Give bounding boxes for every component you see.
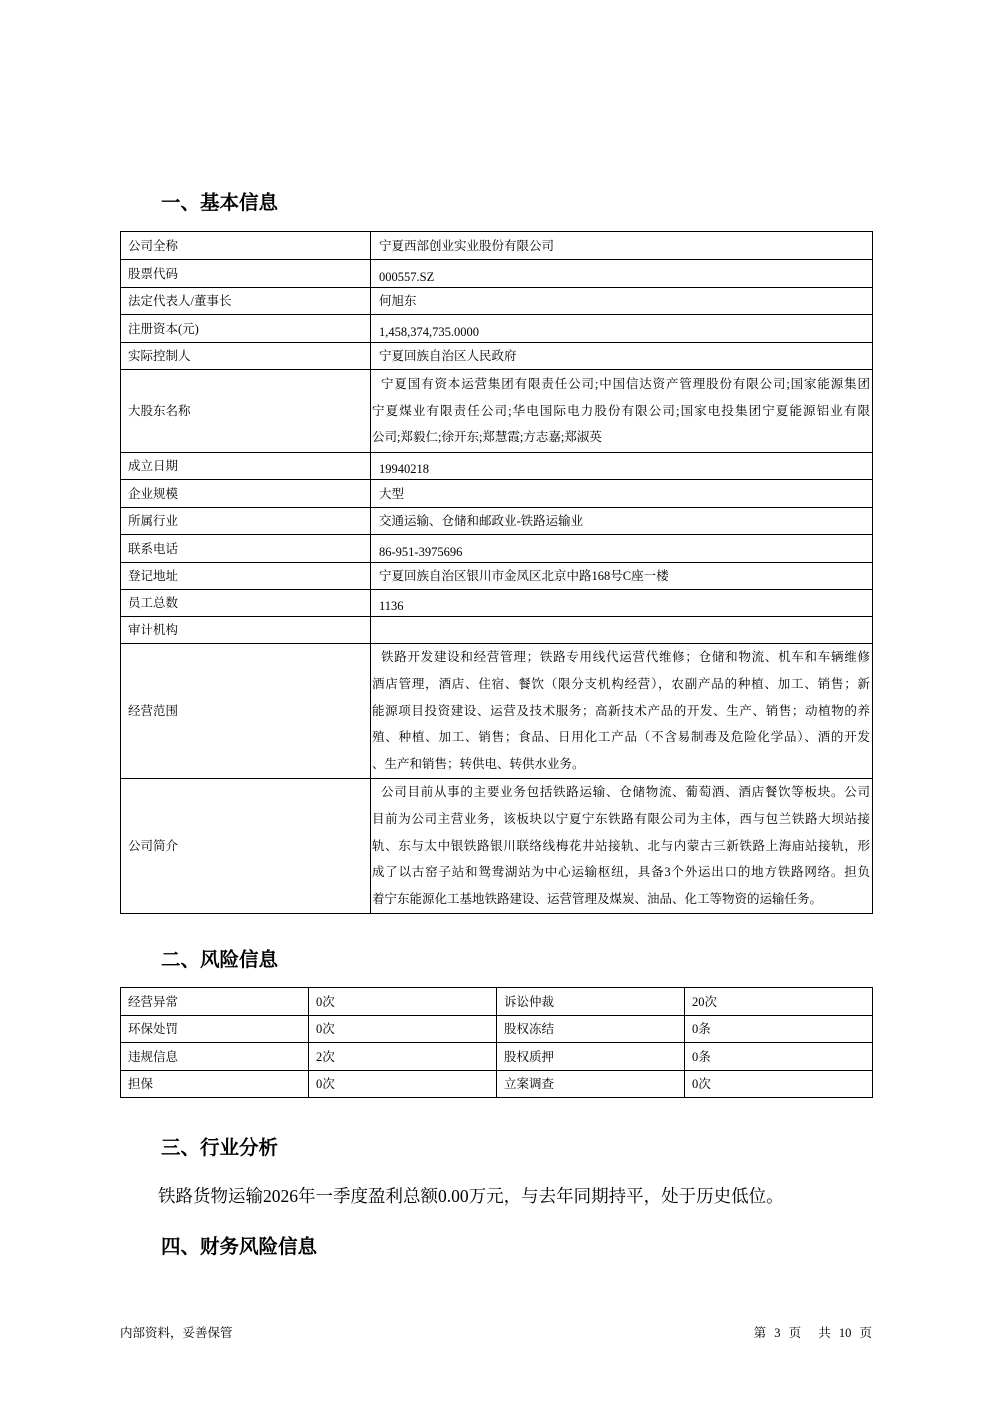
industry-value: 交通运输、仓储和邮政业-铁路运输业: [371, 508, 873, 535]
table-row: [121, 508, 873, 535]
registered-address-value: 宁夏回族自治区银川市金凤区北京中路168号C座一楼: [371, 563, 873, 590]
environmental-penalty-label: 环保处罚: [121, 1016, 309, 1043]
risk-info-table: [120, 987, 873, 1098]
text-line: 公司目前从事的主要业务包括铁路运输、仓储物流、葡萄酒、酒店餐饮等板块。公司: [381, 784, 870, 799]
text-line: 目前为公司主营业务，该板块以宁夏宁东铁路有限公司为主体，西与包兰铁路大坝站接: [372, 811, 870, 826]
table-row: [121, 343, 873, 370]
industry-analysis-text: 铁路货物运输2026年一季度盈利总额0.00万元，与去年同期持平，处于历史低位。: [158, 1186, 784, 1206]
section-heading-financial-risk: 四、财务风险信息: [161, 1236, 318, 1258]
legal-representative-label: 法定代表人/董事长: [121, 288, 371, 315]
guarantee-label: 担保: [121, 1071, 309, 1098]
page-suffix: 页: [788, 1326, 802, 1340]
business-scope-value: [371, 644, 873, 779]
table-row: [121, 288, 873, 315]
employee-count-value: 1136: [371, 590, 873, 617]
company-full-name-value: 宁夏西部创业实业股份有限公司: [371, 232, 873, 260]
business-scope-label: 经营范围: [121, 644, 371, 779]
total-prefix: 共: [818, 1326, 831, 1340]
major-shareholders-label: 大股东名称: [121, 370, 371, 453]
table-row: [121, 535, 873, 563]
registered-capital-label: 注册资本(元): [121, 315, 371, 343]
registered-capital-value: 1,458,374,735.0000: [371, 315, 873, 343]
equity-freeze-label: 股权冻结: [497, 1016, 685, 1043]
equity-freeze-value: 0条: [685, 1016, 873, 1043]
table-row: [121, 480, 873, 508]
stock-code-label: 股票代码: [121, 260, 371, 288]
section-heading-industry-analysis: 三、行业分析: [161, 1137, 279, 1159]
litigation-arbitration-label: 诉讼仲裁: [497, 988, 685, 1016]
major-shareholders-value: [371, 370, 873, 453]
table-row: [121, 988, 873, 1016]
page-total: 10: [838, 1326, 852, 1340]
actual-controller-label: 实际控制人: [121, 343, 371, 370]
text-line: 铁路开发建设和经营管理；铁路专用线代运营代维修；仓储和物流、机车和车辆维修: [381, 650, 870, 664]
table-row: [121, 315, 873, 343]
case-investigation-value: 0次: [685, 1071, 873, 1098]
table-row: [121, 644, 873, 779]
equity-pledge-value: 0条: [685, 1043, 873, 1071]
table-row: [121, 1043, 873, 1071]
violation-info-value: 2次: [309, 1043, 497, 1071]
phone-value: 86-951-3975696: [371, 535, 873, 563]
text-line: 公司;郑毅仁;徐开东;郑慧霞;方志嘉;郑淑英: [372, 430, 602, 445]
total-suffix: 页: [859, 1326, 872, 1340]
basic-info-table: [120, 231, 873, 914]
operating-anomaly-value: 0次: [309, 988, 497, 1016]
founding-date-label: 成立日期: [121, 453, 371, 480]
registered-address-label: 登记地址: [121, 563, 371, 590]
company-size-value: 大型: [371, 480, 873, 508]
text-line: 、生产和销售；转供电、转供水业务。: [372, 757, 585, 772]
table-row: [121, 370, 873, 453]
founding-date-value: 19940218: [371, 453, 873, 480]
equity-pledge-label: 股权质押: [497, 1043, 685, 1071]
section-heading-risk-info: 二、风险信息: [161, 949, 279, 971]
audit-firm-label: 审计机构: [121, 617, 371, 644]
audit-firm-value: [371, 617, 873, 644]
table-row: [121, 617, 873, 644]
table-row: [121, 260, 873, 288]
environmental-penalty-value: 0次: [309, 1016, 497, 1043]
table-row: [121, 232, 873, 260]
legal-representative-value: 何旭东: [371, 288, 873, 315]
text-line: 宁夏国有资本运营集团有限责任公司;中国信达资产管理股份有限公司;国家能源集团: [381, 376, 870, 391]
table-row: [121, 1016, 873, 1043]
page-prefix: 第: [753, 1326, 767, 1340]
stock-code-value: 000557.SZ: [371, 260, 873, 288]
table-row: [121, 778, 873, 913]
violation-info-label: 违规信息: [121, 1043, 309, 1071]
text-line: 宁夏煤业有限责任公司;华电国际电力股份有限公司;国家电投集团宁夏能源铝业有限: [372, 403, 870, 418]
case-investigation-label: 立案调查: [497, 1071, 685, 1098]
text-line: 成了以古窑子站和鸳鸯湖站为中心运输枢纽，具备3个外运出口的地方铁路网络。担负: [372, 865, 870, 880]
industry-label: 所属行业: [121, 508, 371, 535]
litigation-arbitration-value: 20次: [685, 988, 873, 1016]
table-row: [121, 563, 873, 590]
text-line: 能源项目投资建设、运营及技术服务；高新技术产品的开发、生产、销售；动植物的养: [372, 703, 870, 718]
section-heading-basic-info: 一、基本信息: [161, 192, 279, 214]
phone-label: 联系电话: [121, 535, 371, 563]
company-profile-value: [371, 778, 873, 913]
page-current: 3: [774, 1326, 781, 1340]
table-row: [121, 590, 873, 617]
operating-anomaly-label: 经营异常: [121, 988, 309, 1016]
text-line: 殖、种植、加工、销售；食品、日用化工产品（不含易制毒及危险化学品）、酒的开发: [372, 730, 870, 745]
footer-confidential-note: 内部资料，妥善保管: [120, 1326, 233, 1340]
company-size-label: 企业规模: [121, 480, 371, 508]
table-row: [121, 1071, 873, 1098]
text-line: 轨、东与太中银铁路银川联络线梅花井站接轨、北与内蒙古三新铁路上海庙站接轨，形: [372, 838, 870, 853]
page-number: [754, 1325, 872, 1341]
actual-controller-value: 宁夏回族自治区人民政府: [371, 343, 873, 370]
company-profile-label: 公司简介: [121, 778, 371, 913]
text-line: 酒店管理，酒店、住宿、餐饮（限分支机构经营），农副产品的种植、加工、销售；新: [372, 676, 870, 691]
table-row: [121, 453, 873, 480]
company-full-name-label: 公司全称: [121, 232, 371, 260]
guarantee-value: 0次: [309, 1071, 497, 1098]
text-line: 着宁东能源化工基地铁路建设、运营管理及煤炭、油品、化工等物资的运输任务。: [372, 892, 823, 907]
employee-count-label: 员工总数: [121, 590, 371, 617]
